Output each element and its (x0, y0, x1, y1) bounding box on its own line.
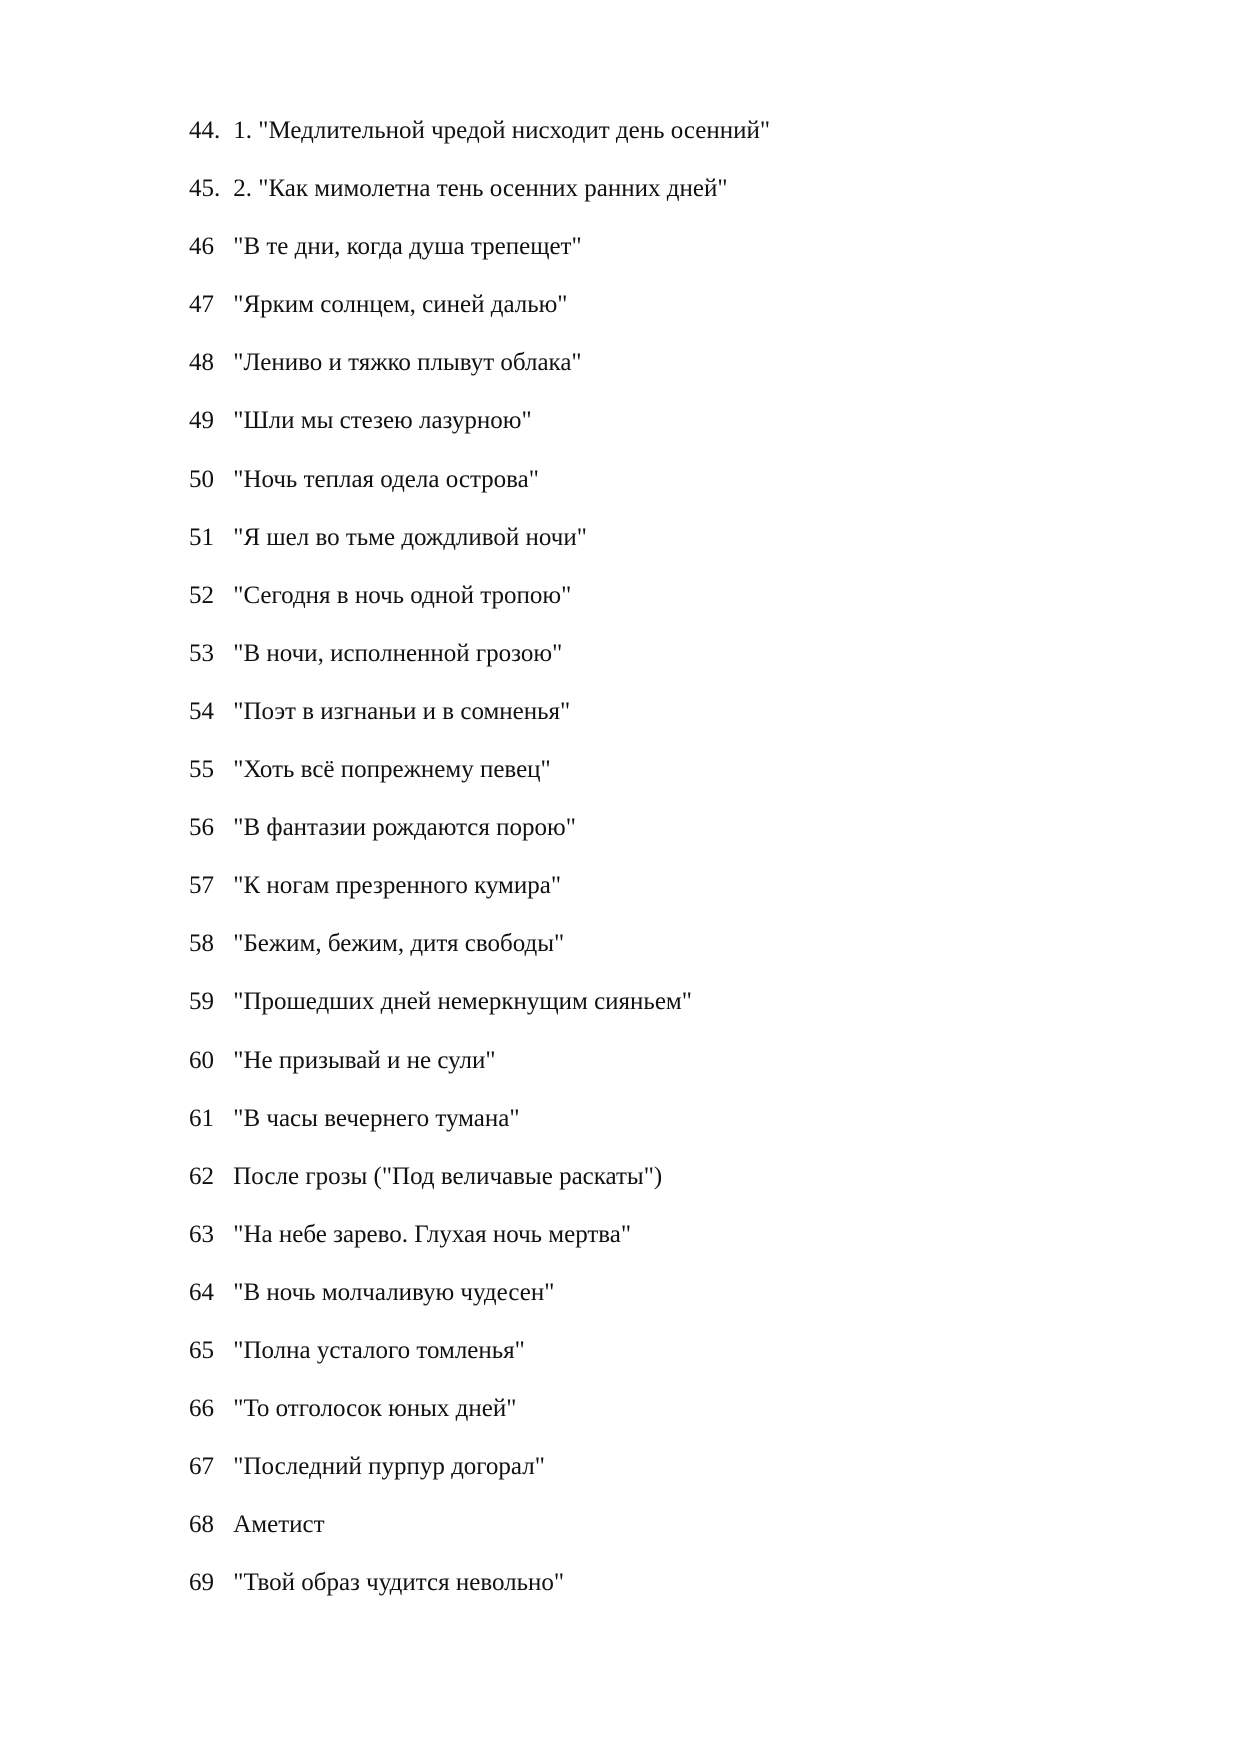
entry-title: "К ногам презренного кумира" (233, 872, 562, 900)
list-item (189, 925, 770, 983)
entry-title: "Лениво и тяжко плывут облака" (233, 349, 582, 377)
entry-title: После грозы ("Под величавые раскаты") (233, 1162, 663, 1190)
entry-number: 60 (189, 1046, 214, 1074)
entry-number: 49 (189, 407, 214, 435)
entry-title: "Шли мы стезею лазурною" (233, 407, 532, 435)
list-item (189, 983, 770, 1041)
entry-title: "Сегодня в ночь одной тропою" (233, 581, 572, 609)
entry-number: 69 (189, 1569, 214, 1597)
list-item (189, 693, 770, 751)
list-item (189, 1042, 770, 1100)
list-item (189, 1564, 770, 1622)
entry-title: "Не призывай и не сули" (233, 1046, 496, 1074)
poem-list (189, 112, 770, 1622)
list-item (189, 286, 770, 344)
entry-number: 68 (189, 1511, 214, 1539)
entry-title: "Хоть всё попрежнему певец" (233, 756, 551, 784)
list-item (189, 1390, 770, 1448)
entry-number: 47 (189, 291, 214, 319)
entry-title: "Полна усталого томленья" (233, 1336, 525, 1364)
list-item (189, 1506, 770, 1564)
entry-number: 44. (189, 117, 221, 144)
list-item (189, 1158, 770, 1216)
entry-number: 61 (189, 1104, 214, 1132)
entry-number: 59 (189, 988, 214, 1016)
entry-title: "В часы вечернего тумана" (233, 1104, 520, 1132)
entry-title: "Поэт в изгнаньи и в сомненья" (233, 697, 571, 725)
entry-title: "Бежим, бежим, дитя свободы" (233, 930, 565, 958)
entry-number: 57 (189, 872, 214, 900)
entry-title: "В ночь молчаливую чудесен" (233, 1278, 555, 1306)
entry-number: 46 (189, 233, 214, 261)
list-item (189, 461, 770, 519)
list-item (189, 1448, 770, 1506)
entry-title: "Ярким солнцем, синей далью" (233, 291, 568, 319)
entry-number: 65 (189, 1336, 214, 1364)
list-item (189, 751, 770, 809)
entry-title: 1. "Медлительной чредой нисходит день осенний" (233, 117, 771, 144)
list-item (189, 228, 770, 286)
entry-title: "В ночи, исполненной грозою" (233, 639, 563, 667)
entry-number: 63 (189, 1220, 214, 1248)
list-item (189, 170, 770, 228)
list-item (189, 519, 770, 577)
entry-number: 50 (189, 465, 214, 493)
entry-number: 51 (189, 523, 214, 551)
entry-title: "В те дни, когда душа трепещет" (233, 233, 582, 261)
entry-number: 54 (189, 697, 214, 725)
entry-title: "Я шел во тьме дождливой ночи" (233, 523, 587, 551)
entry-number: 58 (189, 930, 214, 958)
list-item (189, 112, 770, 170)
entry-title: "На небе зарево. Глухая ночь мертва" (233, 1220, 632, 1248)
entry-number: 53 (189, 639, 214, 667)
list-item (189, 867, 770, 925)
list-item (189, 577, 770, 635)
entry-number: 48 (189, 349, 214, 377)
entry-title: Аметист (233, 1511, 325, 1539)
entry-number: 67 (189, 1453, 214, 1481)
entry-title: 2. "Как мимолетна тень осенних ранних дней" (233, 175, 728, 203)
entry-title: "В фантазии рождаются порою" (233, 814, 576, 842)
entry-number: 55 (189, 756, 214, 784)
entry-title: "Прошедших дней немеркнущим сияньем" (233, 988, 692, 1016)
list-item (189, 344, 770, 402)
list-item (189, 1100, 770, 1158)
entry-title: "Ночь теплая одела острова" (233, 465, 539, 493)
entry-number: 64 (189, 1278, 214, 1306)
entry-number: 66 (189, 1395, 214, 1423)
list-item (189, 1332, 770, 1390)
entry-number: 45. (189, 175, 221, 203)
entry-title: "Твой образ чудится невольно" (233, 1569, 565, 1597)
entry-title: "То отголосок юных дней" (233, 1395, 517, 1423)
list-item (189, 1216, 770, 1274)
entry-title: "Последний пурпур догорал" (233, 1453, 545, 1481)
list-item (189, 1274, 770, 1332)
list-item (189, 635, 770, 693)
entry-number: 62 (189, 1162, 214, 1190)
list-item (189, 809, 770, 867)
entry-number: 56 (189, 814, 214, 842)
list-item (189, 402, 770, 460)
entry-number: 52 (189, 581, 214, 609)
